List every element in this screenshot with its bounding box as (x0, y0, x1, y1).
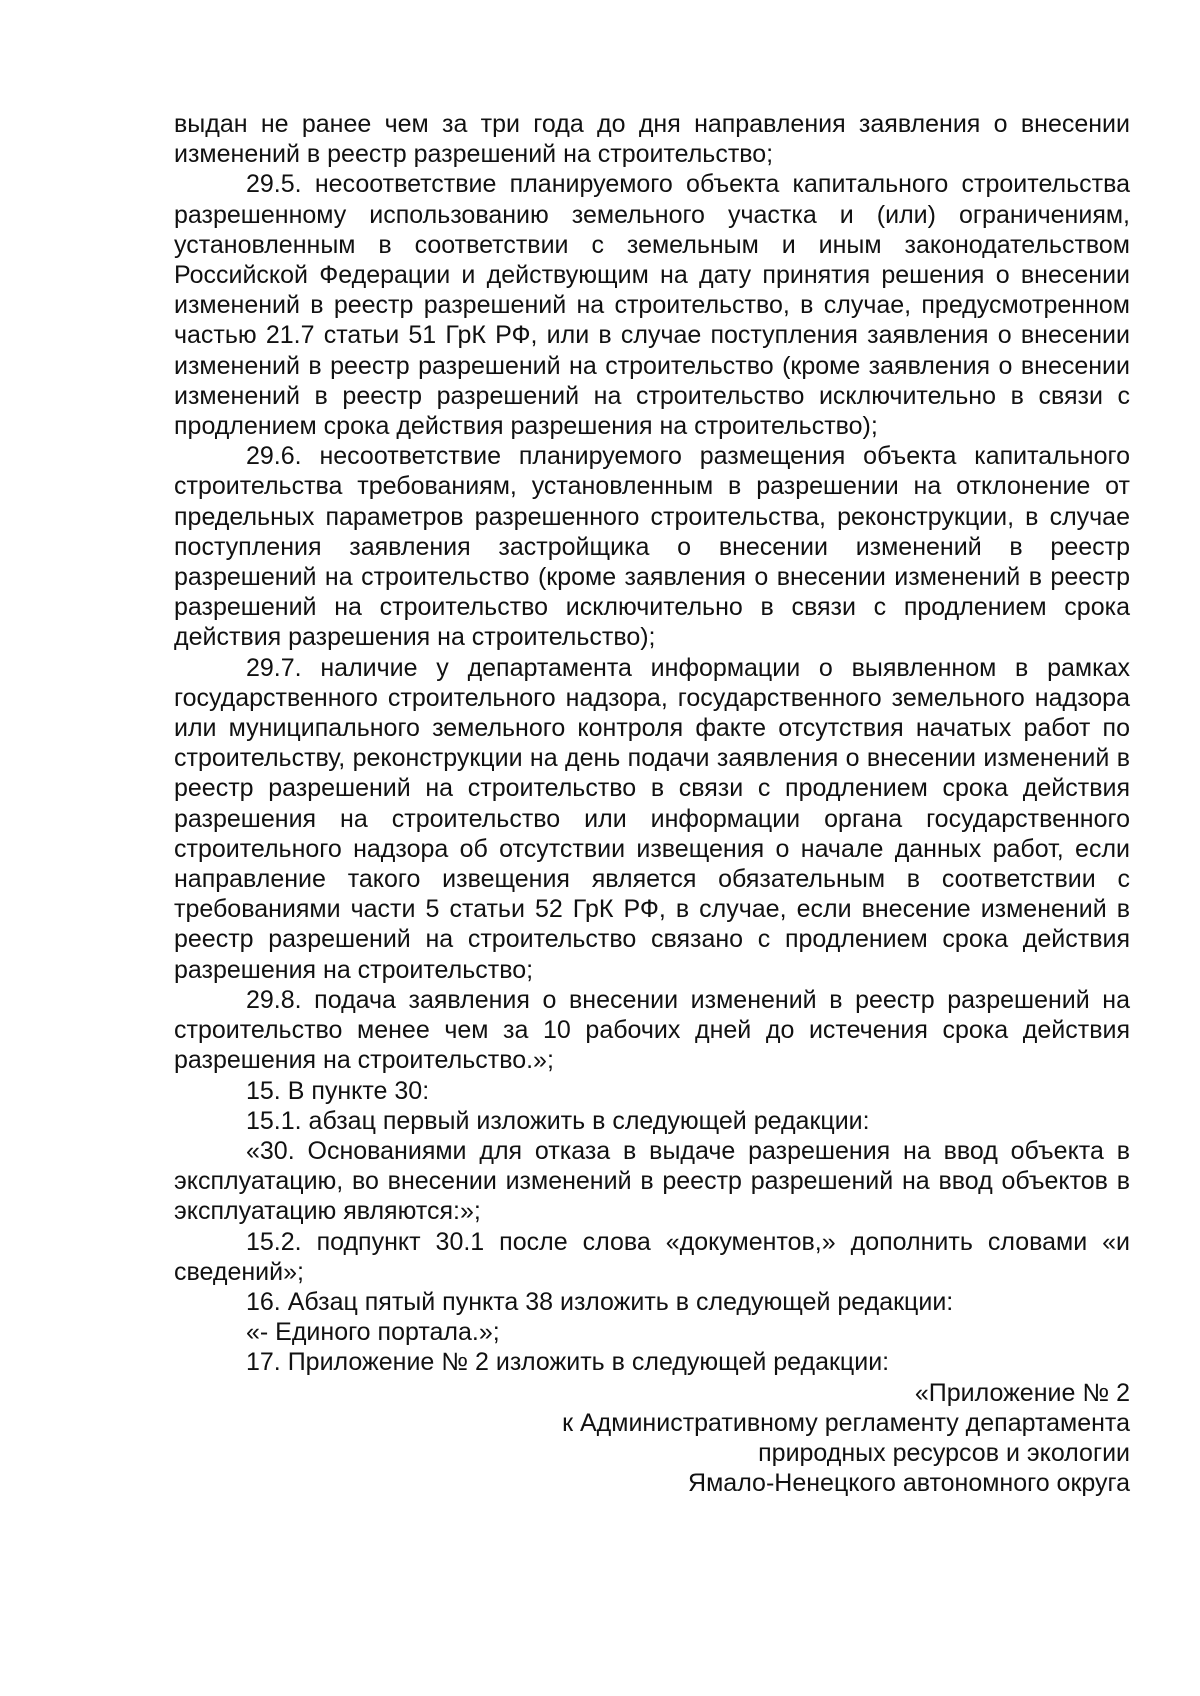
paragraph-15-2: 15.2. подпункт 30.1 после слова «документов,» дополнить словами «и сведений»; (174, 1227, 1130, 1286)
appendix-header (174, 1378, 1130, 1499)
appendix-header-line: «Приложение № 2 (914, 1378, 1130, 1407)
appendix-header-line: природных ресурсов и экологии (758, 1438, 1130, 1467)
paragraph-16: 16. Абзац пятый пункта 38 изложить в следующей редакции: (246, 1287, 954, 1316)
paragraph-29-8: 29.8. подача заявления о внесении изменений в реестр разрешений на строительство менее чем за 10 рабочих дней до истечения срока действия разрешения на строительство.»; (174, 985, 1130, 1075)
paragraph-29-5: 29.5. несоответствие планируемого объекта капитального строительства разрешенному использованию земельного участка и (или) ограничениям, установленным в соответствии с земельным и иным законодательством Российской Федерации и действующим на дату принятия решения о внесении изменений в реестр разрешений на строительство, в случае, предусмотренном частью 21.7 статьи 51 ГрК РФ, или в случае поступления заявления о внесении изменений в реестр разрешений на строительство (кроме заявления о внесении изменений в реестр разрешений на строительство исключительно в связи с продлением срока действия разрешения на строительство); (174, 170, 1130, 441)
paragraph-29-7: 29.7. наличие у департамента информации о выявленном в рамках государственного строительного надзора, государственного земельного надзора или муниципального земельного контроля факте отсутствия начатых работ по строительству, реконструкции на день подачи заявления о внесении изменений в реестр разрешений на строительство в связи с продлением срока действия разрешения на строительство или информации органа государственного строительного надзора об отсутствии извещения о начале данных работ, если направление такого извещения является обязательным в соответствии с требованиями части 5 статьи 52 ГрК РФ, в случае, если внесение изменений в реестр разрешений на строительство связано с продлением срока действия разрешения на строительство; (174, 653, 1130, 984)
appendix-header-line: Ямало-Ненецкого автономного округа (688, 1469, 1130, 1498)
paragraph-29-6: 29.6. несоответствие планируемого размещения объекта капитального строительства требованиям, установленным в разрешении на отклонение от предельных параметров разрешенного строительства, реконструкции, в случае поступления заявления застройщика о внесении изменений в реестр разрешений на строительство (кроме заявления о внесении изменений в реестр разрешений на строительство исключительно в связи с продлением срока действия разрешения на строительство); (174, 442, 1130, 652)
paragraph-17: 17. Приложение № 2 изложить в следующей редакции: (246, 1348, 890, 1377)
paragraph-15: 15. В пункте 30: (246, 1076, 430, 1105)
appendix-header-line: к Административному регламенту департамента (562, 1408, 1130, 1437)
paragraph-30-quote: «30. Основаниями для отказа в выдаче разрешения на ввод объекта в эксплуатацию, во внесении изменений в реестр разрешений на ввод объектов в эксплуатацию являются:»; (174, 1136, 1130, 1226)
paragraph-continuation: выдан не ранее чем за три года до дня направления заявления о внесении изменений в реестр разрешений на строительство; (174, 110, 1130, 169)
document-body (174, 109, 1130, 1498)
paragraph-16-quote: «- Единого портала.»; (246, 1318, 500, 1347)
paragraph-15-1: 15.1. абзац первый изложить в следующей редакции: (246, 1106, 870, 1135)
